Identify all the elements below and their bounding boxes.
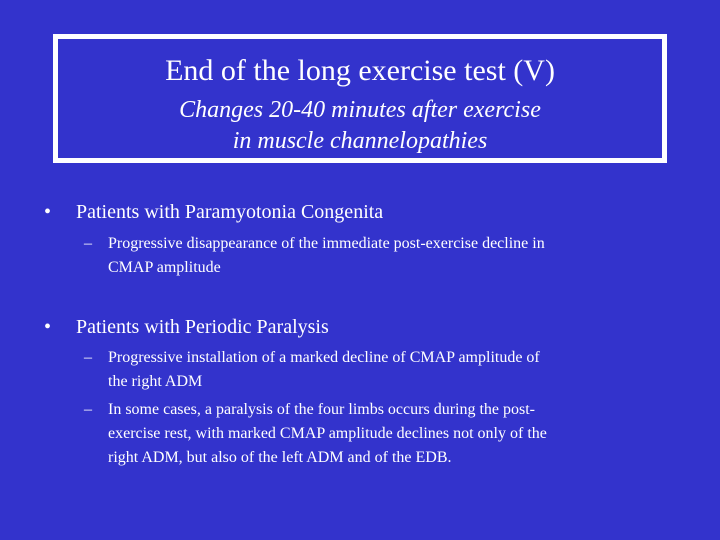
bullet-text: Patients with Paramyotonia Congenita (76, 201, 384, 223)
sub-bullet-line: CMAP amplitude (108, 259, 221, 276)
sub-bullet-line: the right ADM (108, 373, 203, 390)
dash-marker: – (84, 349, 92, 366)
subtitle-line: in muscle channelopathies (232, 128, 488, 154)
bullet-text: Patients with Periodic Paralysis (76, 316, 329, 338)
sub-bullet-line: exercise rest, with marked CMAP amplitude declines not only of the (108, 425, 547, 442)
sub-bullet-line: In some cases, a paralysis of the four limbs occurs during the post- (108, 401, 536, 418)
slide-title: End of the long exercise test (V) (165, 54, 555, 87)
sub-bullet-line: Progressive disappearance of the immediate post-exercise decline in (108, 235, 545, 252)
sub-bullet-text (108, 232, 678, 280)
bullet-marker: • (44, 201, 52, 223)
dash-marker: – (84, 235, 92, 252)
dash-marker: – (84, 401, 92, 418)
sub-bullet-text (108, 346, 678, 394)
sub-bullet-line: Progressive installation of a marked decline of CMAP amplitude of (108, 349, 540, 366)
subtitle-line: Changes 20-40 minutes after exercise (179, 97, 541, 123)
sub-bullet-line: right ADM, but also of the left ADM and of the EDB. (108, 449, 452, 466)
sub-bullet-text (108, 398, 678, 470)
bullet-marker: • (44, 316, 52, 338)
